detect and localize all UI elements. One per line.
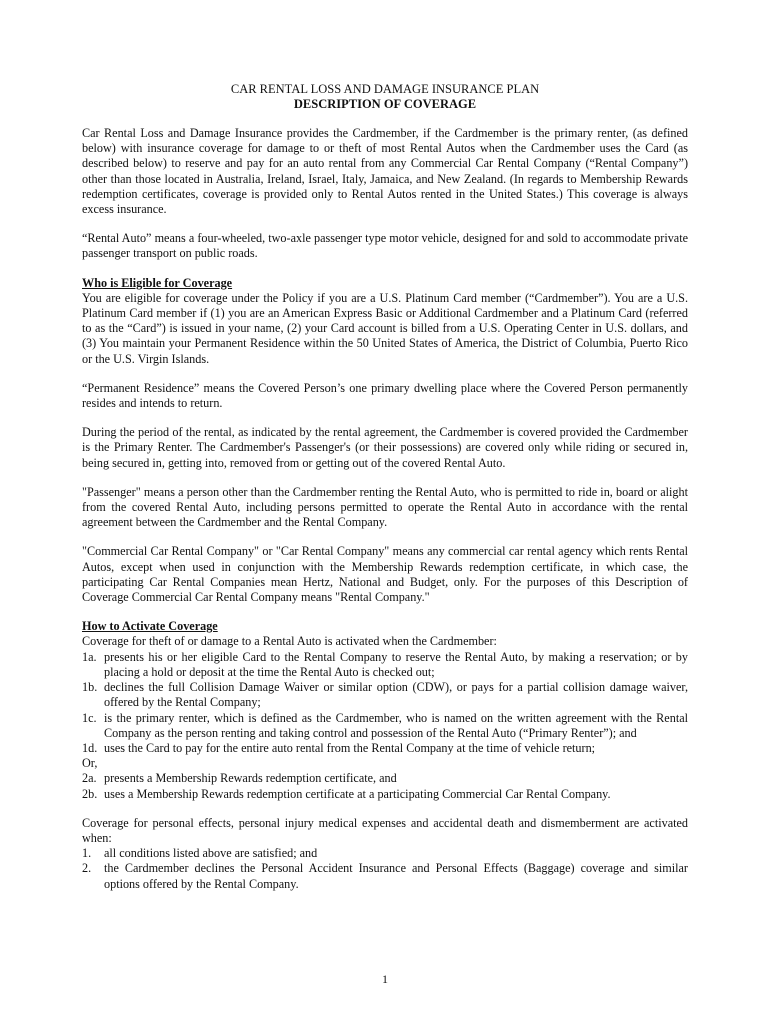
- list-item-text: presents a Membership Rewards redemption certificate, and: [104, 771, 397, 786]
- personal-coverage-intro: Coverage for personal effects, personal injury medical expenses and accidental death and dismemberment are activated when:: [82, 815, 688, 845]
- page-number: 1: [382, 972, 388, 986]
- list-item: [82, 756, 688, 771]
- eligibility-heading: Who is Eligible for Coverage: [82, 275, 233, 290]
- list-item-text: declines the full Collision Damage Waiver or similar option (CDW), or pays for a partial collision damage waiver, offered by the Rental Company;: [104, 680, 688, 710]
- eligibility-paragraph: You are eligible for coverage under the Policy if you are a U.S. Platinum Card member (“Cardmember”). You are a U.S. Platinum Card member if (1) you are an American Express Basic or Additional Cardmember and a Platinum Card (referred to as the “Card”) is issued in your name, (2) your Card account is billed from a U.S. Operating Center in U.S. dollars, and (3) You maintain your Permanent Residence within the 50 United States of America, the District of Columbia, Puerto Rico or the U.S. Virgin Islands.: [82, 290, 688, 366]
- list-item-text: the Cardmember declines the Personal Accident Insurance and Personal Effects (Baggage) coverage and similar options offered by the Rental Company.: [104, 861, 688, 891]
- list-item-text: is the primary renter, which is defined as the Cardmember, who is named on the written agreement with the Rental Company as the person renting and taking control and possession of the Rental Auto (“Primary Renter”); and: [104, 710, 688, 740]
- rental-company-definition: "Commercial Car Rental Company" or "Car Rental Company" means any commercial car rental agency which rents Rental Autos, except when used in conjunction with the Membership Rewards redemption certificate, in which case, the participating Car Rental Companies mean Hertz, National and Budget, only. For the purposes of this Description of Coverage Commercial Car Rental Company means "Rental Company.": [82, 544, 688, 605]
- list-item: [82, 787, 688, 802]
- passenger-definition: "Passenger" means a person other than the Cardmember renting the Rental Auto, who is permitted to ride in, board or alight from the covered Rental Auto, including persons permitted to operate the Rental Auto in accordance with the rental agreement between the Cardmember and the Rental Company.: [82, 484, 688, 530]
- list-item: [82, 680, 688, 710]
- intro-paragraph: Car Rental Loss and Damage Insurance provides the Cardmember, if the Cardmember is the primary renter, (as defined below) with insurance coverage for damage to or theft of most Rental Autos when the Cardmember uses the Card (as described below) to reserve and pay for an auto rental from any Commercial Car Rental Company (“Rental Company”) other than those located in Australia, Ireland, Israel, Italy, Jamaica, and New Zealand. (In regards to Membership Rewards redemption certificates, coverage is provided only to Rental Autos rented in the United States.) This coverage is always excess insurance.: [82, 126, 688, 217]
- permanent-residence-definition: “Permanent Residence” means the Covered Person’s one primary dwelling place where the Covered Person permanently resides and intends to return.: [82, 380, 688, 411]
- list-item-number: 1a.: [82, 649, 97, 664]
- list-item: [82, 861, 688, 891]
- rental-period-paragraph: During the period of the rental, as indicated by the rental agreement, the Cardmember is covered provided the Cardmember is the Primary Renter. The Cardmember's Passenger's (or their possessions) are covered only while riding or secured in, being secured in, getting into, removed from or getting out of the covered Rental Auto.: [82, 425, 688, 470]
- list-item-text: presents his or her eligible Card to the Rental Company to reserve the Rental Auto, by making a reservation; or by placing a hold or deposit at the time the Rental Auto is checked out;: [104, 649, 688, 679]
- list-item: [82, 650, 688, 680]
- rental-auto-definition: “Rental Auto” means a four-wheeled, two-axle passenger type motor vehicle, designed for and sold to accommodate private passenger transport on public roads.: [82, 231, 688, 261]
- list-item: [82, 771, 688, 786]
- list-item: [82, 741, 688, 756]
- list-item-number: 1c.: [82, 710, 97, 725]
- activation-heading: How to Activate Coverage: [82, 619, 218, 634]
- document-subtitle: DESCRIPTION OF COVERAGE: [293, 97, 477, 111]
- list-item: [82, 711, 688, 741]
- activation-intro: Coverage for theft of or damage to a Rental Auto is activated when the Cardmember:: [82, 634, 497, 649]
- personal-coverage-list: [82, 846, 688, 892]
- list-item-number: 2a.: [82, 771, 97, 786]
- activation-list: [82, 650, 688, 802]
- list-item-text: uses a Membership Rewards redemption certificate at a participating Commercial Car Rental Company.: [104, 786, 611, 801]
- list-item-number: 2b.: [82, 786, 98, 801]
- list-item: [82, 846, 688, 861]
- list-item-number: 1.: [82, 846, 92, 861]
- list-item-number: 2.: [82, 861, 92, 876]
- list-item-number: Or,: [82, 756, 98, 771]
- document-title: CAR RENTAL LOSS AND DAMAGE INSURANCE PLAN: [230, 82, 540, 96]
- list-item-text: all conditions listed above are satisfied; and: [104, 846, 318, 861]
- list-item-number: 1b.: [82, 680, 98, 695]
- list-item-text: [104, 756, 688, 771]
- list-item-number: 1d.: [82, 740, 98, 755]
- list-item-text: uses the Card to pay for the entire auto rental from the Rental Company at the time of vehicle return;: [104, 740, 596, 755]
